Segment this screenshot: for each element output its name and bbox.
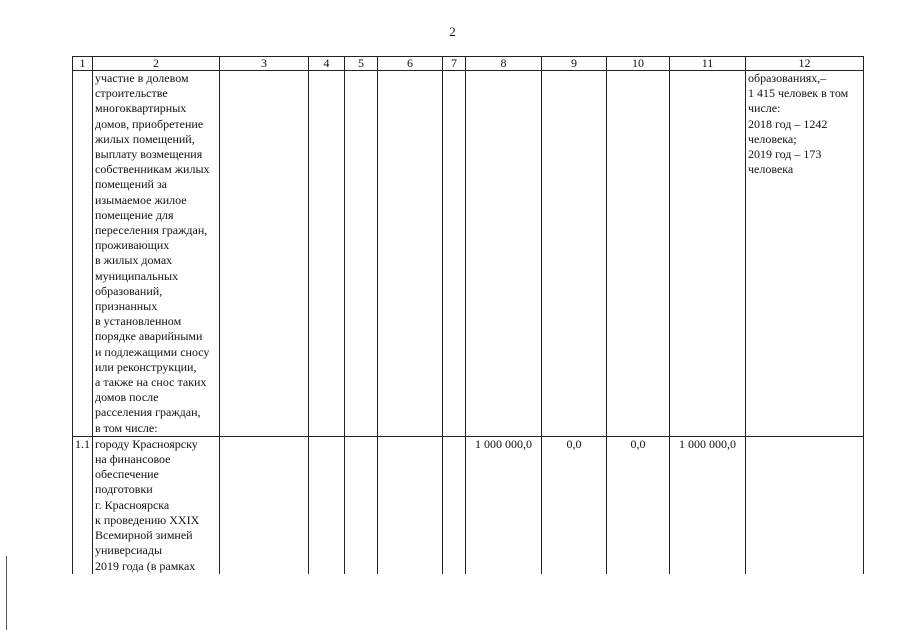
header-cell: 12: [746, 57, 864, 71]
scan-margin-line: [6, 556, 7, 630]
header-cell: 7: [443, 57, 466, 71]
empty-cell: [309, 71, 345, 437]
budget-table: [72, 56, 864, 574]
result-cell: образованиях,– 1 415 человек в том числе: 2018 год – 1242 человека; 2019 год – 173 человека: [746, 71, 864, 437]
value-cell-11: [670, 71, 746, 437]
empty-cell: [345, 436, 378, 573]
table-row: [73, 436, 864, 573]
value-cell-10: 0,0: [607, 436, 670, 573]
header-cell: 11: [670, 57, 746, 71]
value-cell-8: 1 000 000,0: [466, 436, 542, 573]
empty-cell: [309, 436, 345, 573]
empty-cell: [443, 71, 466, 437]
description-cell: городу Красноярску на финансовое обеспечение подготовки г. Красноярска к проведению XXIX Всемирной зимней универсиады 2019 года (в рамках: [93, 436, 220, 573]
value-cell-9: 0,0: [542, 436, 607, 573]
table-row: [73, 71, 864, 437]
value-cell-10: [607, 71, 670, 437]
empty-cell: [220, 71, 309, 437]
header-cell: 2: [93, 57, 220, 71]
value-cell-11: 1 000 000,0: [670, 436, 746, 573]
value-cell-8: [466, 71, 542, 437]
empty-cell: [345, 71, 378, 437]
header-cell: 10: [607, 57, 670, 71]
empty-cell: [220, 436, 309, 573]
header-cell: 5: [345, 57, 378, 71]
empty-cell: [443, 436, 466, 573]
result-cell: [746, 436, 864, 573]
header-cell: 9: [542, 57, 607, 71]
empty-cell: [378, 436, 443, 573]
empty-cell: [378, 71, 443, 437]
header-cell: 4: [309, 57, 345, 71]
row-number-cell: 1.1: [73, 436, 93, 573]
header-cell: 3: [220, 57, 309, 71]
header-cell: 8: [466, 57, 542, 71]
description-cell: участие в долевом строительстве многоквартирных домов, приобретение жилых помещений, выплату возмещения собственникам жилых помещений за изымаемое жилое помещение для переселения граждан, проживающих в жилых домах муниципальных образований, признанных в установленном порядке аварийными и подлежащими сносу или реконструкции, а также на снос таких домов после расселения граждан, в том числе:: [93, 71, 220, 437]
header-cell: 1: [73, 57, 93, 71]
header-cell: 6: [378, 57, 443, 71]
table-header-row: [73, 57, 864, 71]
value-cell-9: [542, 71, 607, 437]
row-number-cell: [73, 71, 93, 437]
page-number: 2: [449, 24, 456, 39]
